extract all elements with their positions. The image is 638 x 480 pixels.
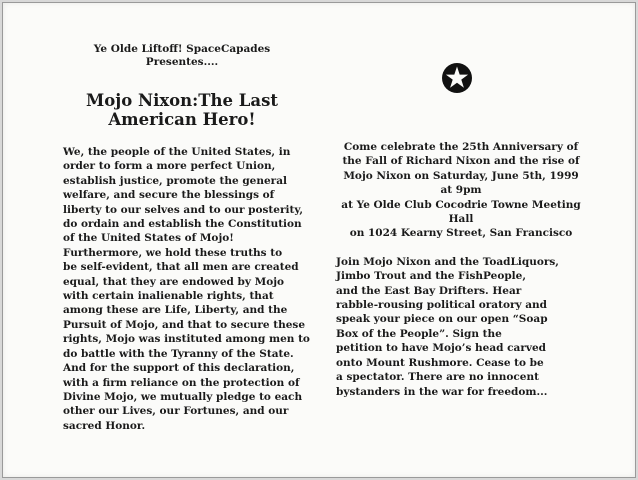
event-details: Join Mojo Nixon and the ToadLiquors, Jimbo Trout and the FishPeople, and the East Bay Drifters. Hear rabble-rousing political oratory and speak your piece on our open “Soap Box of the People”. Sign the petition to have Mojo’s head carved onto Mount Rushmore. Cease to be a spectator. There are no innocent bystanders in the war for freedom... (336, 255, 559, 398)
title-line-2: American Hero! (108, 110, 256, 129)
flyer-page (2, 2, 636, 478)
presenter-line-1: Ye Olde Liftoff! SpaceCapades (93, 43, 271, 55)
presenter-line-2: Presentes.... (145, 56, 219, 68)
title-line-1: Mojo Nixon:The Last (86, 91, 278, 110)
flyer-title (63, 91, 301, 129)
presenter-heading (63, 43, 301, 69)
left-column (63, 43, 325, 433)
constitution-text: We, the people of the United States, in order to form a more perfect Union, establish justice, promote the general welfare, and secure the blessings of liberty to our selves and to our posterity, do ordain and establish the Constitution of the United States of Mojo! Furthermore, we hold these truths to be self-evident, that all men are created equal, that they are endowed by Mojo with certain inalienable rights, that among these are Life, Liberty, and the Pursuit of Mojo, and that to secure these rights, Mojo was instituted among men to do battle with the Tyranny of the State. And for the support of this declaration, with a firm reliance on the protection of Divine Mojo, we mutually pledge to each other our Lives, our Fortunes, and our sacred Honor. (63, 146, 310, 432)
event-announcement: Come celebrate the 25th Anniversary of the Fall of Richard Nixon and the rise of Mojo Nixon on Saturday, June 5th, 1999 at 9pm at Ye Olde Club Cocodrie Towne Meeting Hall on 1024 Kearny Street, San Francisco (341, 141, 581, 240)
right-column (336, 60, 586, 399)
